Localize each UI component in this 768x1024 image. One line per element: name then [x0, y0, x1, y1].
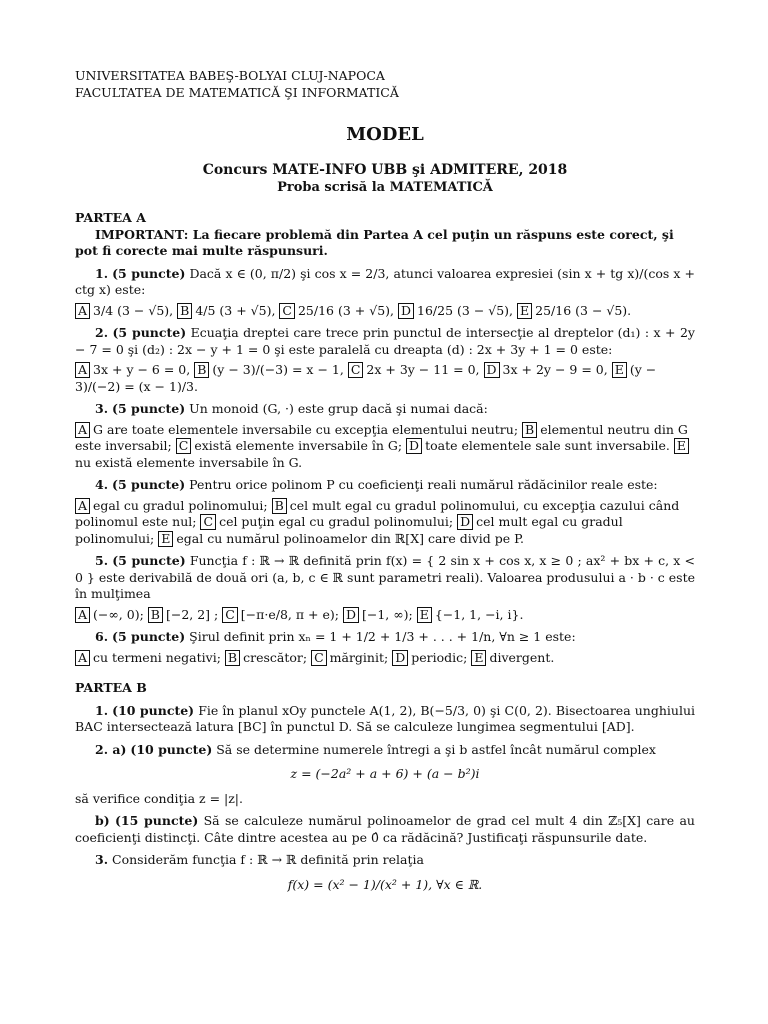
problem-text: Funcţia f : ℝ → ℝ definită prin f(x) = { 2 sin x + cos x, x ≥ 0 ; ax² + bx + c, x < 0 } este derivabilă de două ori (a, b, c ∈ ℝ sunt parametri reali). Valoarea produsului a · b · c este în mulţimea [75, 553, 696, 602]
problem-points: (5 puncte) [112, 265, 186, 281]
answer-letter-box: D [392, 650, 408, 666]
part-a-heading: PARTEA A [75, 210, 146, 226]
complex-number-formula: z = (−2a² + a + 6) + (a − b²)i [290, 766, 480, 782]
problem-number: 4. [95, 477, 109, 493]
problem-points: (5 puncte) [112, 629, 186, 645]
answer-option-a[interactable] [75, 422, 518, 437]
problem-a6 [75, 629, 695, 646]
answer-letter-box: E [158, 531, 173, 547]
answer-letter-box: A [75, 650, 90, 666]
problem-b2b [75, 813, 695, 846]
answer-text: {−1, 1, −i, i}. [434, 606, 524, 622]
problem-text: Dacă x ∈ (0, π/2) şi cos x = 2/3, atunci valoarea expresiei (sin x + tg x)/(cos x + ctg x) este: [75, 265, 695, 298]
answer-letter-box: C [348, 362, 364, 378]
answer-text: 2x + 3y − 11 = 0, [366, 362, 480, 378]
problem-points: (5 puncte) [112, 325, 187, 341]
answer-text: 3/4 (3 − √5), [93, 302, 174, 318]
answer-letter-box: B [522, 422, 537, 438]
part-a-problems [75, 266, 695, 667]
answer-letter-box: B [272, 498, 287, 514]
problem-text: Ecuaţia dreptei care trece prin punctul de intersecţie al dreptelor (d₁) : x + 2y − 7 = 0 şi (d₂) : 2x − y + 1 = 0 şi este paralelă cu dreapta (d) : 2x + 3y + 1 = 0 este: [75, 325, 695, 357]
problem-number: 6. [95, 629, 109, 645]
answer-option-a[interactable] [75, 362, 190, 377]
problem-a4 [75, 477, 695, 494]
answer-text: cel mult egal cu gradul polinomului; [75, 514, 623, 546]
answer-text: periodic; [411, 649, 468, 665]
problem-a3 [75, 401, 695, 418]
answer-letter-box: D [343, 607, 359, 623]
answer-letter-box: B [148, 607, 163, 623]
answer-option-a[interactable] [75, 303, 173, 318]
answer-option-e[interactable] [417, 607, 524, 622]
answer-option-a[interactable] [75, 650, 221, 665]
answer-text: (−∞, 0); [93, 606, 144, 622]
answer-options [75, 650, 695, 667]
answer-option-c[interactable] [348, 362, 480, 377]
problem-text: Să se determine numerele întregi a şi b astfel încât numărul complex [216, 741, 656, 757]
answer-option-e[interactable] [517, 303, 631, 318]
important-note: IMPORTANT: La fiecare problemă din Partea A cel puţin un răspuns este corect, şi pot fi corecte mai multe răspunsuri. [75, 226, 674, 259]
answer-text: crescător; [243, 649, 308, 665]
answer-option-c[interactable] [222, 607, 339, 622]
answer-text: (y − 3)/(−2) = (x − 1)/3. [75, 362, 657, 394]
answer-letter-box: E [417, 607, 432, 623]
answer-option-d[interactable] [484, 362, 608, 377]
answer-option-b[interactable] [148, 607, 218, 622]
answer-option-b[interactable] [194, 362, 344, 377]
problem-text: Şirul definit prin xₙ = 1 + 1/2 + 1/3 + . . . + 1/n, ∀n ≥ 1 este: [189, 629, 576, 645]
problem-number: 5. [95, 553, 109, 569]
answer-option-d[interactable] [343, 607, 413, 622]
answer-letter-box: B [194, 362, 209, 378]
answer-text: 4/5 (3 + √5), [195, 302, 276, 318]
problem-points: (5 puncte) [112, 477, 186, 493]
part-b-heading: PARTEA B [75, 680, 147, 696]
problem-number: 1. [95, 702, 109, 718]
answer-letter-box: C [176, 438, 192, 454]
answer-option-c[interactable] [311, 650, 388, 665]
problem-number: 1. [95, 265, 109, 281]
problem-b2a [75, 742, 695, 759]
problem-a1 [75, 266, 695, 299]
answer-option-d[interactable] [398, 303, 513, 318]
page-content [75, 68, 695, 901]
answer-letter-box: A [75, 607, 90, 623]
problem-b1 [75, 703, 695, 736]
answer-option-e[interactable] [471, 650, 554, 665]
problem-a5 [75, 553, 695, 603]
answer-letter-box: C [222, 607, 238, 623]
answer-option-a[interactable] [75, 498, 268, 513]
problem-a2 [75, 325, 695, 358]
function-formula: f(x) = (x² − 1)/(x² + 1), ∀x ∈ ℝ. [287, 876, 483, 892]
problem-points: (5 puncte) [112, 401, 186, 417]
answer-letter-box: D [457, 514, 473, 530]
answer-letter-box: B [177, 303, 192, 319]
answer-text: 3x + y − 6 = 0, [93, 362, 191, 378]
problem-points: (5 puncte) [112, 553, 186, 569]
problem-text: Fie în planul xOy punctele A(1, 2), B(−5/3, 0) şi C(0, 2). Bisectoarea unghiului BAC intersectează latura [BC] în punctul D. Să se calculeze lungimea segmentului [AD]. [75, 702, 695, 735]
problem-points: (10 puncte) [130, 741, 213, 757]
answer-letter-box: D [406, 438, 422, 454]
answer-text: 25/16 (3 + √5), [297, 302, 394, 318]
answer-letter-box: C [311, 650, 327, 666]
answer-text: toate elementele sale sunt inversabile. [425, 438, 670, 454]
answer-text: există elemente inversabile în G; [194, 438, 403, 454]
answer-text: cel mult egal cu gradul polinomului, cu excepţia cazului când polinomul este nul; [75, 497, 680, 530]
answer-letter-box: D [484, 362, 500, 378]
problem-text: Pentru orice polinom P cu coeficienţi reali numărul rădăcinilor reale este: [189, 477, 658, 493]
answer-option-b[interactable] [177, 303, 275, 318]
university-name: UNIVERSITATEA BABEŞ-BOLYAI CLUJ-NAPOCA [75, 68, 385, 83]
answer-option-d[interactable] [406, 438, 670, 453]
problem-condition: să verifice condiţia z = |z|. [75, 790, 243, 806]
problem-points: (15 puncte) [115, 813, 199, 829]
answer-text: cu termeni negativi; [93, 649, 221, 665]
answer-letter-box: B [225, 650, 240, 666]
answer-text: divergent. [489, 649, 555, 665]
answer-letter-box: E [471, 650, 486, 666]
problem-number: b) [95, 813, 110, 829]
answer-option-c[interactable] [200, 514, 453, 529]
problem-number: 3. [95, 401, 109, 417]
answer-option-d[interactable] [392, 650, 467, 665]
answer-letter-box: E [674, 438, 689, 454]
answer-option-c[interactable] [176, 438, 402, 453]
answer-letter-box: E [612, 362, 627, 378]
exam-subject: Proba scrisă la MATEMATICĂ [277, 180, 493, 196]
answer-option-c[interactable] [279, 303, 394, 318]
answer-text: cel puţin egal cu gradul polinomului; [219, 514, 454, 530]
answer-text: 3x + 2y − 9 = 0, [502, 362, 608, 378]
answer-text: egal cu gradul polinomului; [93, 497, 268, 513]
answer-letter-box: A [75, 422, 90, 438]
answer-text: 25/16 (3 − √5). [535, 302, 632, 318]
answer-letter-box: A [75, 498, 90, 514]
answer-text: (y − 3)/(−3) = x − 1, [212, 362, 344, 378]
problem-number: 2. a) [95, 741, 127, 757]
answer-options [75, 362, 695, 395]
problem-points: (10 puncte) [112, 702, 195, 718]
problem-text: Să se calculeze numărul polinoamelor de grad cel mult 4 din ℤ₅[X] care au coeficienţi distincţi. Câte dintre acestea au pe 0̂ ca rădăcină? Justificaţi răspunsurile date. [75, 813, 695, 845]
answer-options [75, 422, 695, 472]
answer-letter-box: D [398, 303, 414, 319]
problem-text: Considerăm funcţia f : ℝ → ℝ definită prin relaţia [112, 852, 424, 868]
answer-text: elementul neutru din G este inversabil; [75, 421, 688, 454]
answer-text: [−π·e/8, π + e); [240, 606, 339, 622]
answer-letter-box: A [75, 362, 90, 378]
answer-option-a[interactable] [75, 607, 144, 622]
problem-number: 2. [95, 325, 109, 341]
answer-letter-box: C [200, 514, 216, 530]
contest-title: Concurs MATE-INFO UBB şi ADMITERE, 2018 [202, 161, 568, 178]
answer-option-b[interactable] [225, 650, 307, 665]
answer-letter-box: E [517, 303, 532, 319]
problem-text: Un monoid (G, ·) este grup dacă şi numai dacă: [189, 401, 488, 417]
answer-text: [−2, 2] ; [165, 606, 219, 622]
answer-option-e[interactable] [158, 531, 524, 546]
answer-options [75, 498, 695, 548]
answer-letter-box: C [279, 303, 295, 319]
answer-text: 16/25 (3 − √5), [417, 302, 514, 318]
answer-text: egal cu numărul polinoamelor din ℝ[X] care divid pe P. [176, 530, 524, 546]
problem-b3 [75, 852, 695, 869]
faculty-name: FACULTATEA DE MATEMATICĂ ŞI INFORMATICĂ [75, 84, 399, 100]
answer-options [75, 303, 695, 320]
answer-letter-box: A [75, 303, 90, 319]
answer-text: nu există elemente inversabile în G. [75, 454, 303, 470]
answer-text: [−1, ∞); [361, 606, 413, 622]
answer-options [75, 607, 695, 624]
answer-text: mărginit; [329, 649, 389, 665]
problem-number: 3. [95, 852, 109, 868]
document-title: MODEL [346, 124, 424, 145]
answer-text: G are toate elementele inversabile cu excepţia elementului neutru; [93, 421, 519, 437]
